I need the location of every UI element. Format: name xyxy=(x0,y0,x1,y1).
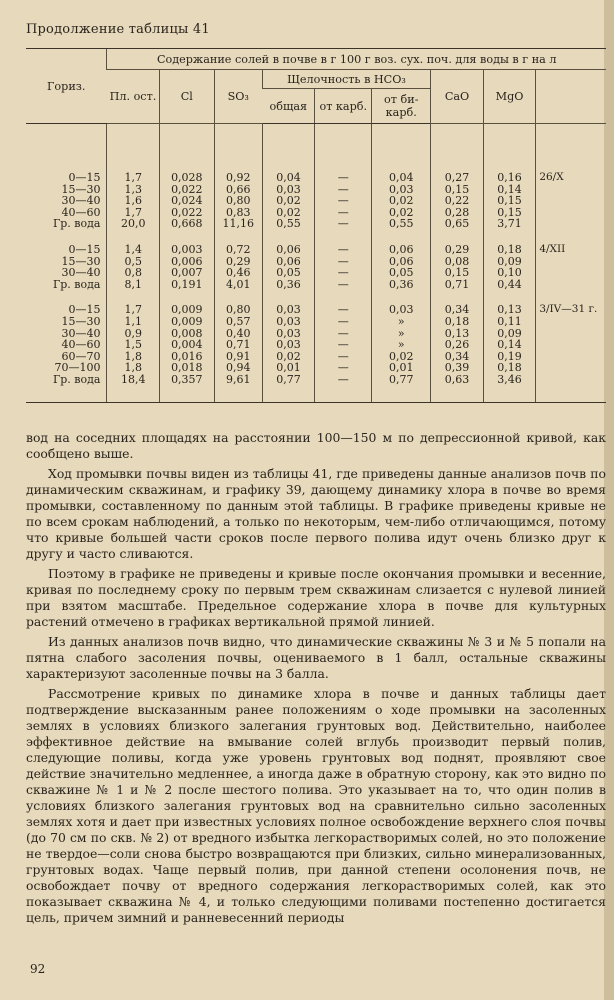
horizon-cell: Гр. вода xyxy=(52,217,101,231)
value-cell: 0,13 xyxy=(483,304,536,316)
value-cell: 0,83 xyxy=(214,207,262,219)
table-caption: Продолжение таблицы 41 xyxy=(26,22,210,37)
value-cell: 0,10 xyxy=(483,267,536,279)
value-cell: 0,024 xyxy=(159,195,214,207)
table-row xyxy=(26,218,606,230)
value-cell: 3,71 xyxy=(483,218,536,230)
value-cell: 0,007 xyxy=(159,267,214,279)
value-cell: — xyxy=(315,244,372,256)
horizon-cell: 60—70 xyxy=(61,349,101,363)
value-cell: 1,1 xyxy=(107,316,160,328)
value-cell: 0,01 xyxy=(372,362,431,374)
value-cell: 0,04 xyxy=(262,172,315,184)
value-cell: 0,65 xyxy=(431,218,484,230)
horizon-cell: 30—40 xyxy=(61,194,101,208)
table-row xyxy=(26,339,606,351)
date-cell xyxy=(536,184,606,196)
value-cell: 0,004 xyxy=(159,339,214,351)
header-dry-residue: Пл. ост. xyxy=(107,70,160,124)
value-cell: » xyxy=(372,328,431,340)
value-cell: 0,009 xyxy=(159,316,214,328)
value-cell: 0,71 xyxy=(214,339,262,351)
value-cell: 0,22 xyxy=(431,195,484,207)
value-cell: — xyxy=(315,207,372,219)
value-cell: 1,5 xyxy=(107,339,160,351)
header-bicarb: от би- карб. xyxy=(372,89,431,124)
header-horizon: Гориз. xyxy=(26,49,107,124)
header-mgo: MgO xyxy=(483,70,536,124)
value-cell: 0,03 xyxy=(262,339,315,351)
value-cell: 0,28 xyxy=(431,207,484,219)
paragraph: Из данных анализов почв видно, что динамические скважины № 3 и № 5 попали на пятна слабого засоления почвы, оцениваемого в 1 балл, остальные скважины характеризуют засоленные почвы на 3 балла. xyxy=(26,634,606,681)
value-cell: 1,7 xyxy=(107,207,160,219)
date-cell xyxy=(536,374,606,386)
date-cell xyxy=(536,195,606,207)
header-cao: CaO xyxy=(431,70,484,124)
value-cell: 0,06 xyxy=(372,244,431,256)
value-cell: 0,18 xyxy=(483,362,536,374)
header-carb: от карб. xyxy=(315,89,372,124)
value-cell: 1,4 xyxy=(107,244,160,256)
horizon-cell: 30—40 xyxy=(61,326,101,340)
value-cell: 0,009 xyxy=(159,304,214,316)
value-cell: 3,46 xyxy=(483,374,536,386)
value-cell: 0,46 xyxy=(214,267,262,279)
horizon-cell: 30—40 xyxy=(61,266,101,280)
table-row xyxy=(26,374,606,386)
header-group: Содержание солей в почве в г 100 г воз. сух. поч. для воды в г на л xyxy=(107,49,606,70)
value-cell: 0,77 xyxy=(372,374,431,386)
value-cell: 0,15 xyxy=(431,184,484,196)
value-cell: 0,028 xyxy=(159,172,214,184)
paragraph: вод на соседних площадях на расстоянии 100—150 м по депрессионной кривой, как сообщено выше. xyxy=(26,430,606,461)
value-cell: 0,02 xyxy=(372,195,431,207)
value-cell: 0,03 xyxy=(372,184,431,196)
table-row xyxy=(26,244,606,256)
value-cell: 0,91 xyxy=(214,351,262,363)
value-cell: — xyxy=(315,256,372,268)
date-cell xyxy=(536,328,606,340)
value-cell: 0,02 xyxy=(372,351,431,363)
value-cell: 0,71 xyxy=(431,279,484,291)
date-cell xyxy=(536,279,606,291)
table-row xyxy=(26,316,606,328)
value-cell: 0,02 xyxy=(262,207,315,219)
value-cell: 9,61 xyxy=(214,374,262,386)
value-cell: 0,44 xyxy=(483,279,536,291)
value-cell: 0,09 xyxy=(483,256,536,268)
paragraph: Рассмотрение кривых по динамике хлора в почве и данных таблицы дает подтверждение высказанным ранее положениям о ходе промывки на засоленных землях в условиях близкого залегания грунтовых вод. Действительно, наиболее эффективное действие на вмывание солей вглубь производит первый полив, следующие поливы, когда уже уровень грунтовых вод поднят, проявляют свое действие значительно медленнее, а иногда даже в обратную сторону, как это видно по скважине № 1 и № 2 после шестого полива. Это указывает на то, что один полив в условиях близкого залегания грунтовых вод на сравнительно сильно засоленных землях хотя и дает при известных условиях полное освобождение верхнего слоя почвы (до 70 см по скв. № 2) от вредного избытка легкорастворимых солей, но это положение не твердое—соли снова быстро возвращаются при близких, сильно минерализованных, грунтовых водах. Чаще первый полив, при данной степени осолонения почв, не освобождает почву от вредного содержания легкорастворимых солей, как это показывает скважина № 4, и только следующими поливами постепенно достигается цель, причем зимний и ранневесенний периоды xyxy=(26,686,606,925)
value-cell: 0,36 xyxy=(262,279,315,291)
value-cell: 0,191 xyxy=(159,279,214,291)
value-cell: 0,022 xyxy=(159,207,214,219)
value-cell: 0,668 xyxy=(159,218,214,230)
table-body xyxy=(26,124,606,403)
value-cell: 8,1 xyxy=(107,279,160,291)
value-cell: 0,04 xyxy=(372,172,431,184)
header-cl: Cl xyxy=(159,70,214,124)
value-cell: 0,03 xyxy=(262,316,315,328)
horizon-cell: 0—15 xyxy=(68,242,101,256)
value-cell: 0,34 xyxy=(431,351,484,363)
paragraph: Ход промывки почвы виден из таблицы 41, где приведены данные анализов почв по динамическим скважинам, и графику 39, дающему динамику хлора в почве во время промывки, составленному по данным этой таблицы. В графике приведены кривые не по всем срокам наблюдений, а только по некоторым, чем-либо отличающимся, потому что кривые большей части сроков после первого полива идут очень близко друг к другу и часто сливаются. xyxy=(26,466,606,561)
value-cell: 0,57 xyxy=(214,316,262,328)
value-cell: — xyxy=(315,184,372,196)
value-cell: 0,11 xyxy=(483,316,536,328)
value-cell: 0,36 xyxy=(372,279,431,291)
value-cell: 0,03 xyxy=(262,304,315,316)
value-cell: 0,15 xyxy=(483,195,536,207)
value-cell: 0,55 xyxy=(262,218,315,230)
date-cell: 3/IV—31 г. xyxy=(536,304,606,316)
value-cell: 0,29 xyxy=(431,244,484,256)
header-so3: SO₃ xyxy=(214,70,262,124)
header-alkalinity: Щелочность в HCO₃ xyxy=(262,70,430,89)
value-cell: 0,06 xyxy=(262,256,315,268)
value-cell: 0,77 xyxy=(262,374,315,386)
value-cell: — xyxy=(315,304,372,316)
value-cell: 0,18 xyxy=(431,316,484,328)
body-text xyxy=(26,430,606,930)
value-cell: 0,15 xyxy=(431,267,484,279)
value-cell: 0,15 xyxy=(483,207,536,219)
date-cell: 26/X xyxy=(536,172,606,184)
horizon-cell: 0—15 xyxy=(68,171,101,184)
date-cell xyxy=(536,339,606,351)
value-cell: 0,05 xyxy=(372,267,431,279)
horizon-cell: 15—30 xyxy=(61,182,101,196)
horizon-cell: 40—60 xyxy=(61,205,101,219)
table-row xyxy=(26,172,606,184)
value-cell: 0,14 xyxy=(483,339,536,351)
value-cell: 18,4 xyxy=(107,374,160,386)
value-cell: 0,01 xyxy=(262,362,315,374)
date-cell xyxy=(536,256,606,268)
value-cell: — xyxy=(315,351,372,363)
value-cell: 0,72 xyxy=(214,244,262,256)
value-cell: 0,5 xyxy=(107,256,160,268)
value-cell: — xyxy=(315,195,372,207)
table-row xyxy=(26,279,606,291)
value-cell: 0,03 xyxy=(372,304,431,316)
value-cell: 0,13 xyxy=(431,328,484,340)
value-cell: 0,18 xyxy=(483,244,536,256)
value-cell: » xyxy=(372,316,431,328)
value-cell: — xyxy=(315,279,372,291)
value-cell: 0,03 xyxy=(262,184,315,196)
value-cell: 0,80 xyxy=(214,304,262,316)
value-cell: 0,40 xyxy=(214,328,262,340)
date-cell xyxy=(536,362,606,374)
value-cell: » xyxy=(372,339,431,351)
horizon-cell: Гр. вода xyxy=(52,372,101,386)
value-cell: 1,7 xyxy=(107,172,160,184)
value-cell: 0,16 xyxy=(483,172,536,184)
value-cell: 0,02 xyxy=(262,195,315,207)
value-cell: 4,01 xyxy=(214,279,262,291)
value-cell: 0,03 xyxy=(262,328,315,340)
value-cell: — xyxy=(315,218,372,230)
value-cell: 0,66 xyxy=(214,184,262,196)
value-cell: — xyxy=(315,267,372,279)
value-cell: 0,008 xyxy=(159,328,214,340)
value-cell: 0,003 xyxy=(159,244,214,256)
value-cell: 1,7 xyxy=(107,304,160,316)
value-cell: 0,27 xyxy=(431,172,484,184)
value-cell: 0,8 xyxy=(107,267,160,279)
horizon-cell: 40—60 xyxy=(61,338,101,352)
value-cell: 0,02 xyxy=(372,207,431,219)
horizon-cell: 15—30 xyxy=(61,314,101,328)
value-cell: 11,16 xyxy=(214,218,262,230)
value-cell: 0,63 xyxy=(431,374,484,386)
value-cell: 0,06 xyxy=(262,244,315,256)
value-cell: 1,6 xyxy=(107,195,160,207)
value-cell: 20,0 xyxy=(107,218,160,230)
value-cell: 0,34 xyxy=(431,304,484,316)
date-cell xyxy=(536,267,606,279)
paragraph: Поэтому в графике не приведены и кривые после окончания промывки и весенние, кривая по последнему сроку по первым трем скважинам слизается с нулевой линией при взятом масштабе. Предельное содержание хлора в почве для культурных растений отмечено в графиках вертикальной прямой линией. xyxy=(26,566,606,629)
horizon-cell: 15—30 xyxy=(61,254,101,268)
value-cell: 0,08 xyxy=(431,256,484,268)
value-cell: 0,39 xyxy=(431,362,484,374)
horizon-cell: 70—100 xyxy=(54,361,101,375)
value-cell: 0,016 xyxy=(159,351,214,363)
page-number: 92 xyxy=(30,962,46,976)
value-cell: 0,006 xyxy=(159,256,214,268)
date-cell xyxy=(536,207,606,219)
value-cell: — xyxy=(315,339,372,351)
value-cell: 0,022 xyxy=(159,184,214,196)
value-cell: 0,55 xyxy=(372,218,431,230)
date-cell xyxy=(536,218,606,230)
value-cell: 0,05 xyxy=(262,267,315,279)
value-cell: 0,14 xyxy=(483,184,536,196)
header-date xyxy=(536,70,606,124)
table-row xyxy=(26,267,606,279)
value-cell: 0,29 xyxy=(214,256,262,268)
value-cell: 0,357 xyxy=(159,374,214,386)
date-cell xyxy=(536,316,606,328)
horizon-cell: Гр. вода xyxy=(52,277,101,291)
value-cell: — xyxy=(315,172,372,184)
value-cell: 0,19 xyxy=(483,351,536,363)
value-cell: 1,3 xyxy=(107,184,160,196)
value-cell: 0,06 xyxy=(372,256,431,268)
value-cell: 0,26 xyxy=(431,339,484,351)
soil-salts-table xyxy=(26,48,606,403)
header-total: общая xyxy=(262,89,315,124)
value-cell: 0,9 xyxy=(107,328,160,340)
value-cell: 0,94 xyxy=(214,362,262,374)
value-cell: 0,80 xyxy=(214,195,262,207)
value-cell: — xyxy=(315,374,372,386)
value-cell: 0,09 xyxy=(483,328,536,340)
date-cell: 4/XII xyxy=(536,244,606,256)
value-cell: 0,92 xyxy=(214,172,262,184)
date-cell xyxy=(536,351,606,363)
value-cell: — xyxy=(315,316,372,328)
value-cell: — xyxy=(315,328,372,340)
value-cell: 1,8 xyxy=(107,351,160,363)
value-cell: 1,8 xyxy=(107,362,160,374)
value-cell: 0,018 xyxy=(159,362,214,374)
value-cell: 0,02 xyxy=(262,351,315,363)
value-cell: — xyxy=(315,362,372,374)
horizon-cell: 0—15 xyxy=(68,303,101,317)
